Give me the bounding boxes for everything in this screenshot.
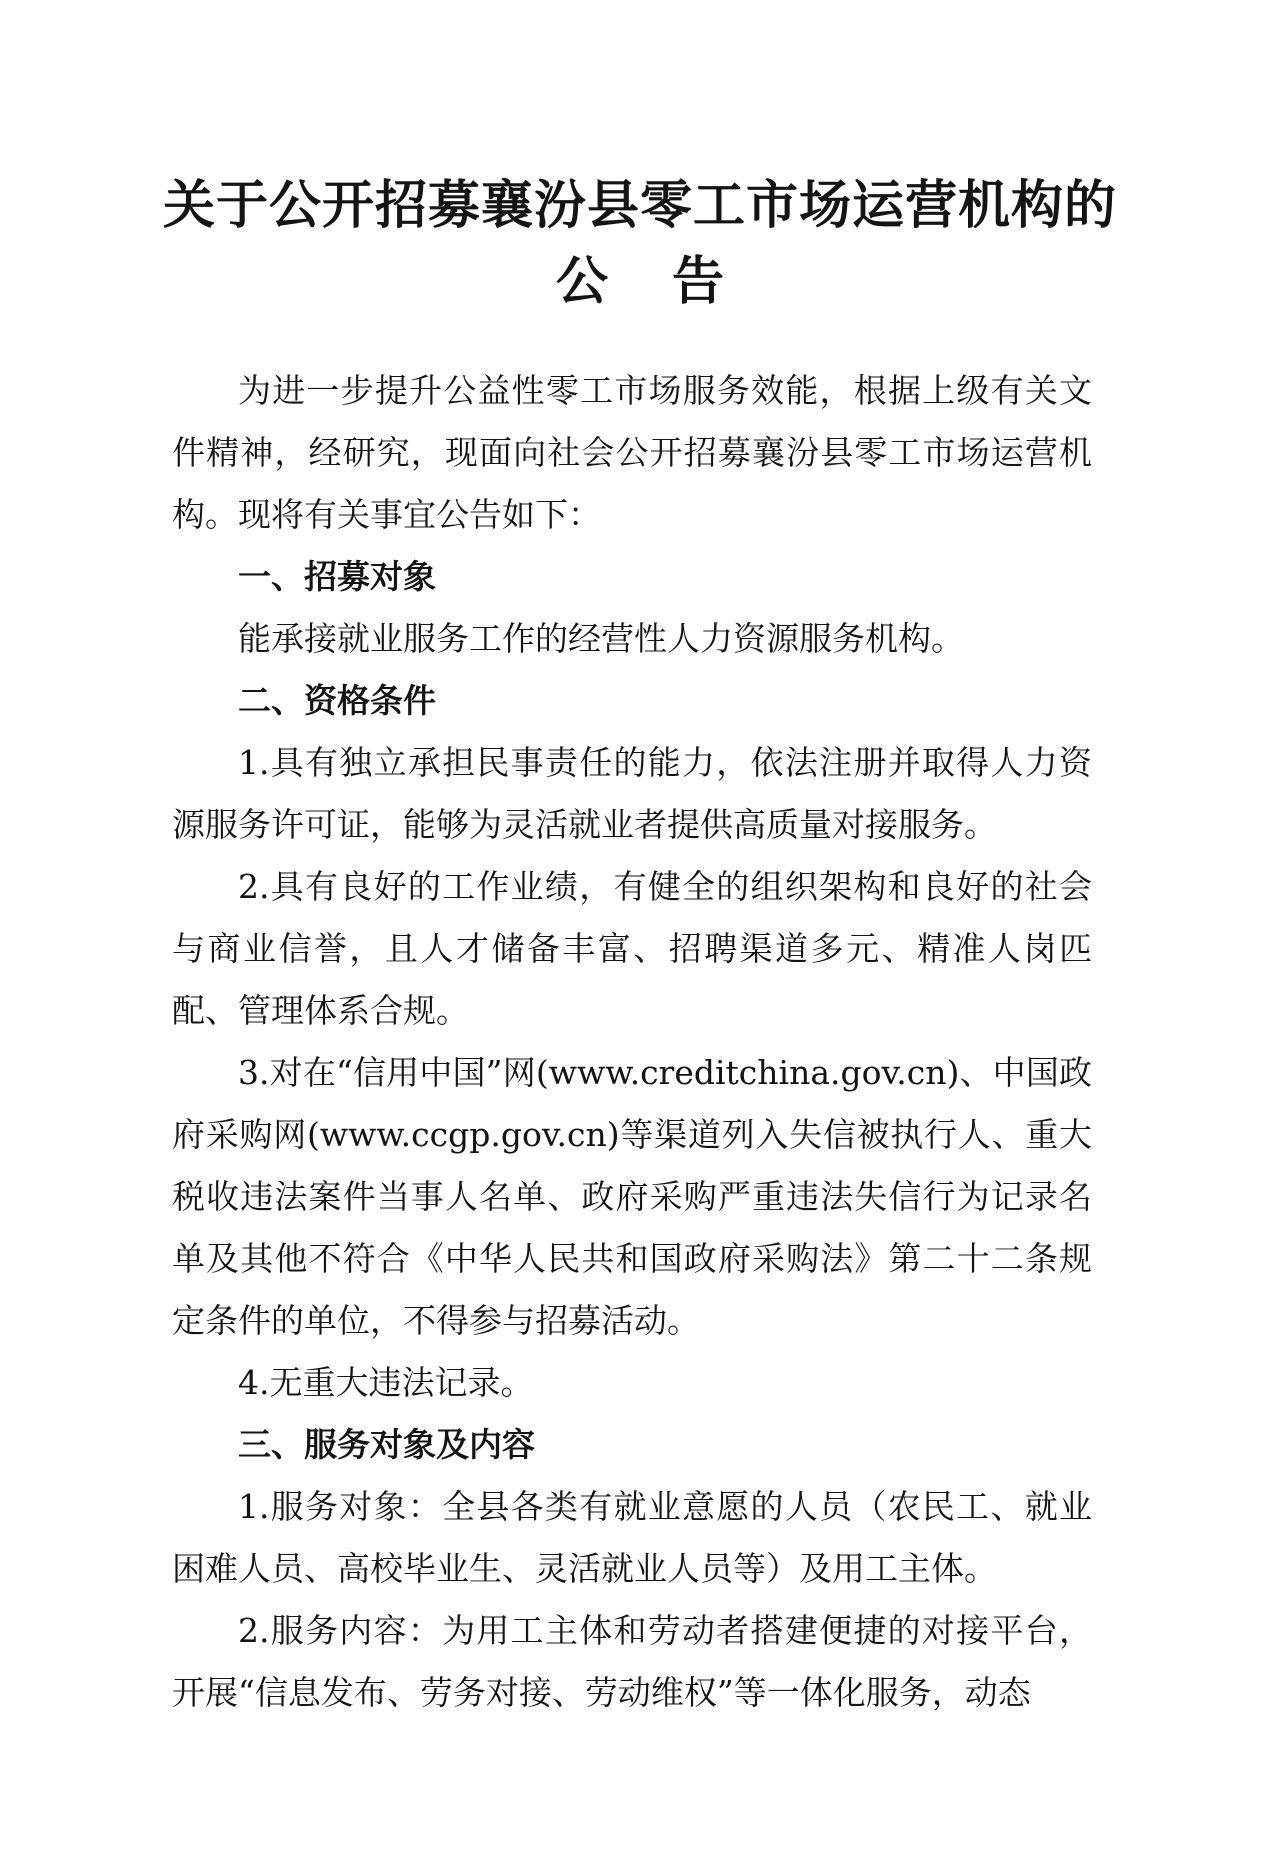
qualification-item-3: 3.对在“信用中国”网(www.creditchina.gov.cn)、中国政府采购网(www.ccgp.gov.cn)等渠道列入失信被执行人、重大税收违法案件当事人名单、政府采购严重违法失信行为记录名单及其他不符合《中华人民共和国政府采购法》第二十二条规定条件的单位，不得参与招募活动。 bbox=[172, 1053, 1092, 1340]
qualification-item-4: 4.无重大违法记录。 bbox=[238, 1363, 534, 1402]
document-body bbox=[172, 360, 1092, 1724]
service-item-1: 1.服务对象：全县各类有就业意愿的人员（农民工、就业困难人员、高校毕业生、灵活就业人员等）及用工主体。 bbox=[172, 1487, 1092, 1588]
document-title: 关于公开招募襄汾县零工市场运营机构的 bbox=[162, 176, 1117, 236]
service-item-2: 2.服务内容：为用工主体和劳动者搭建便捷的对接平台，开展“信息发布、劳务对接、劳动维权”等一体化服务，动态 bbox=[172, 1611, 1092, 1712]
section-heading-service-scope: 三、服务对象及内容 bbox=[238, 1425, 535, 1464]
section-heading-recruitment-target: 一、招募对象 bbox=[238, 557, 436, 596]
section-heading-qualifications: 二、资格条件 bbox=[238, 681, 436, 720]
paragraph-recruitment-target: 能承接就业服务工作的经营性人力资源服务机构。 bbox=[238, 619, 964, 658]
intro-paragraph: 为进一步提升公益性零工市场服务效能，根据上级有关文件精神，经研究，现面向社会公开招募襄汾县零工市场运营机构。现将有关事宜公告如下： bbox=[172, 371, 1092, 534]
qualification-item-1: 1.具有独立承担民事责任的能力，依法注册并取得人力资源服务许可证，能够为灵活就业者提供高质量对接服务。 bbox=[172, 743, 1092, 844]
document-title-notice: 公告 bbox=[555, 252, 788, 312]
qualification-item-2: 2.具有良好的工作业绩，有健全的组织架构和良好的社会与商业信誉，且人才储备丰富、招聘渠道多元、精准人岗匹配、管理体系合规。 bbox=[172, 867, 1092, 1030]
